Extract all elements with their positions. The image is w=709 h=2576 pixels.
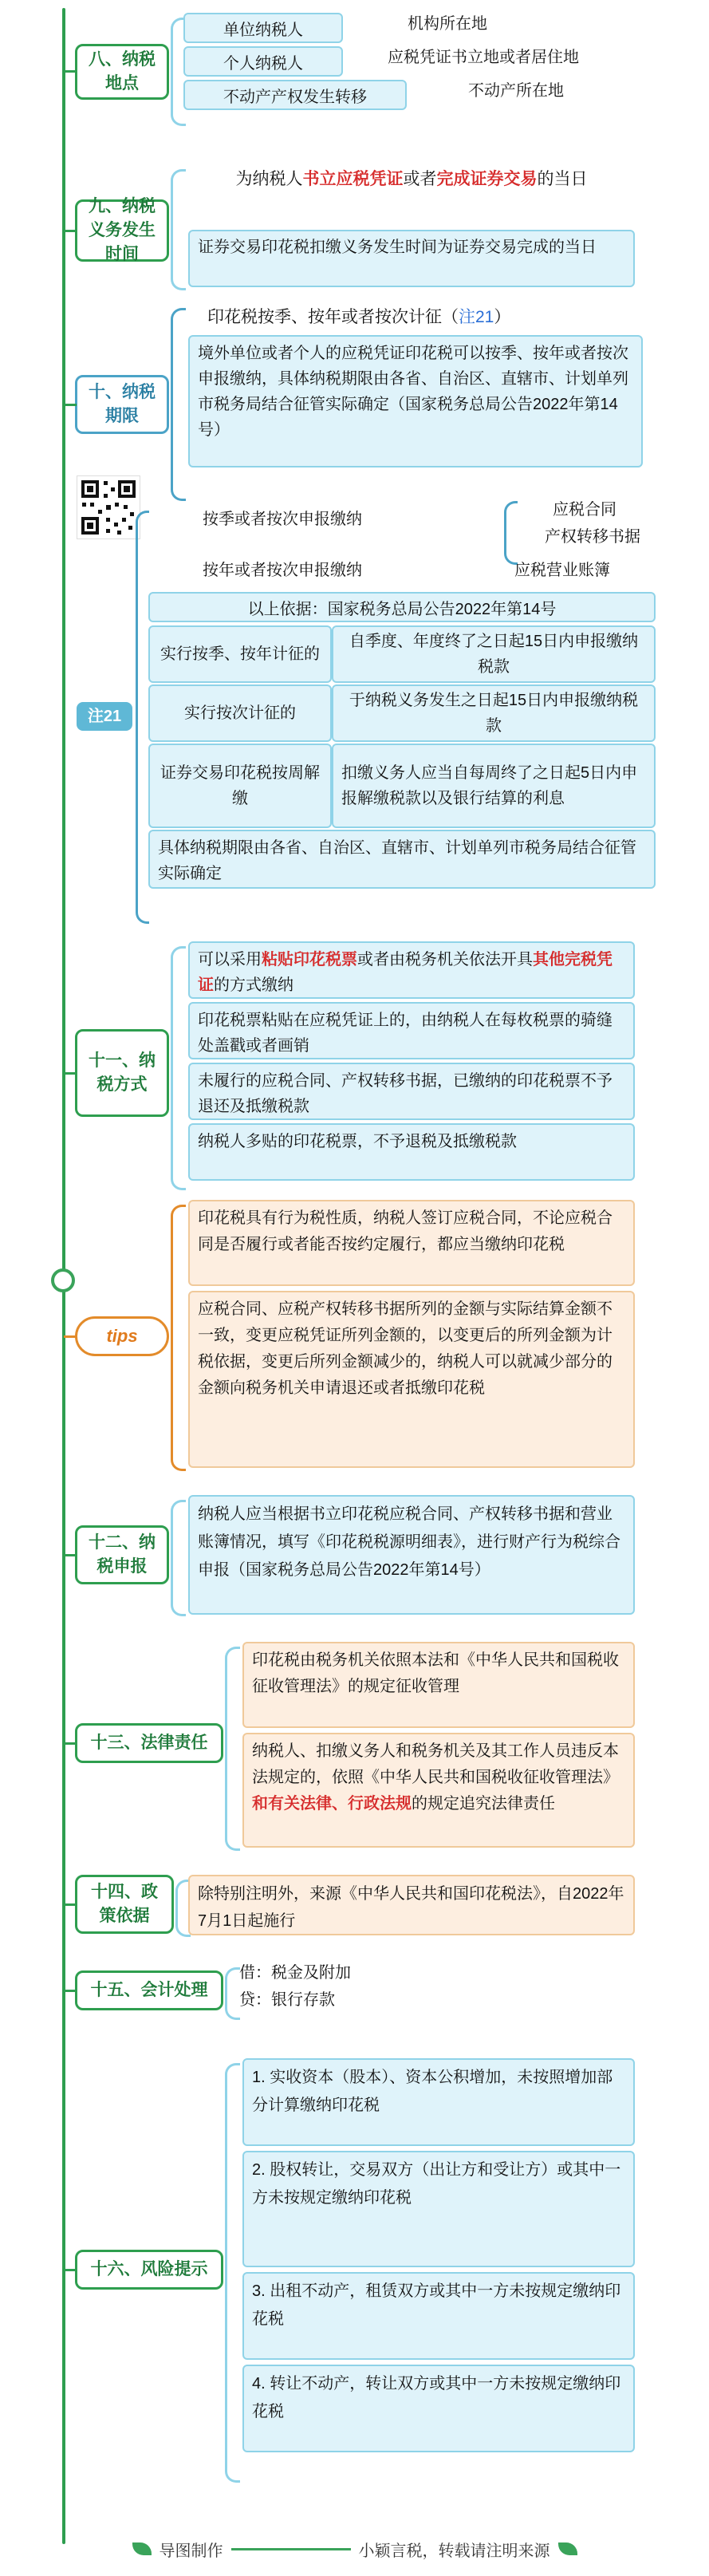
s11-row3: 纳税人多贴的印花税票，不予退税及抵缴税款	[188, 1123, 635, 1181]
s12-text: 纳税人应当根据书立印花税应税合同、产权转移书据和营业账簿情况，填写《印花税税源明细表》，进行财产行为税综合申报（国家税务总局公告2022年第14号）	[188, 1495, 635, 1615]
bracket-note21	[136, 511, 149, 924]
section-label-10: 十、纳税期限	[75, 375, 169, 434]
s11-row0: 可以采用粘贴印花税票或者由税务机关依法开具其他完税凭证的方式缴纳	[188, 941, 635, 999]
section-label-8: 八、纳税地点	[75, 44, 169, 100]
tips-row1: 应税合同、应税产权转移书据所列的金额与实际结算金额不一致，变更应税凭证所列金额的，以变更后的所列金额为计税依据，变更后所列金额减少的，纳税人可以就减少部分的金额向税务机关申请退还或者抵缴印花税	[188, 1291, 635, 1468]
note21-row0-right-2: 产权转移书据	[545, 528, 640, 546]
s10-top-line: 印花税按季、按年或者按次计征（注21）	[207, 308, 511, 326]
section-label-11: 十一、纳税方式	[75, 1029, 169, 1117]
s15-line1: 借：税金及附加	[239, 1964, 351, 1982]
bracket-11	[171, 946, 186, 1190]
section-label-tips: tips	[75, 1316, 169, 1356]
s8-row0-left: 单位纳税人	[183, 13, 343, 43]
s9-row2: 证券交易印花税扣缴义务发生时间为证券交易完成的当日	[188, 230, 635, 287]
s13-row0: 印花税由税务机关依照本法和《中华人民共和国税收征收管理法》的规定征收管理	[242, 1642, 635, 1728]
note21-row1-right: 应税营业账簿	[514, 562, 610, 579]
bracket-16	[225, 2063, 240, 2483]
note21-row5-left: 证券交易印花税按周解缴	[148, 744, 332, 828]
s16-row3: 4. 转让不动产，转让双方或其中一方未按规定缴纳印花税	[242, 2365, 635, 2452]
s11-row1: 印花税票粘贴在应税凭证上的，由纳税人在每枚税票的骑缝处盖戳或者画销	[188, 1002, 635, 1059]
footer	[0, 2533, 709, 2565]
leaf-icon-left	[132, 2542, 152, 2555]
s16-row2: 3. 出租不动产，租赁双方或其中一方未按规定缴纳印花税	[242, 2272, 635, 2360]
leaf-icon-right	[558, 2542, 577, 2555]
note21-row3-left: 实行按季、按年计征的	[148, 625, 332, 683]
connector-spine-15	[64, 1990, 77, 1992]
note-label-21: 注21	[77, 702, 132, 731]
s10-paragraph: 境外单位或者个人的应税凭证印花税可以按季、按年或者按次申报缴纳，具体纳税期限由各省、自治区、直辖市、计划单列市税务局结合征管实际确定（国家税务总局公告2022年第14号）	[188, 335, 643, 467]
section-label-12: 十二、纳税申报	[75, 1525, 169, 1584]
connector-spine-8	[64, 70, 77, 73]
section-label-15: 十五、会计处理	[75, 1970, 223, 2010]
s8-row1-right: 应税凭证书立地或者居住地	[388, 49, 579, 66]
s15-line2: 贷：银行存款	[239, 1991, 335, 2009]
s11-row2: 未履行的应税合同、产权转移书据，已缴纳的印花税票不予退还及抵缴税款	[188, 1063, 635, 1120]
connector-spine-11	[64, 1072, 77, 1075]
spine-node-dot	[51, 1268, 75, 1292]
note21-row0-left: 按季或者按次申报缴纳	[203, 511, 362, 528]
s8-row2-left: 不动产产权发生转移	[183, 80, 407, 110]
s8-row1-left: 个人纳税人	[183, 46, 343, 77]
connector-spine-13	[64, 1742, 77, 1745]
bracket-tips	[171, 1205, 186, 1471]
connector-spine-9	[64, 230, 77, 232]
note21-row1-left: 按年或者按次申报缴纳	[203, 562, 362, 579]
s8-row0-right: 机构所在地	[408, 15, 487, 33]
bracket-15	[225, 1967, 240, 2020]
s16-row1: 2. 股权转让，交易双方（出让方和受让方）或其中一方未按规定缴纳印花税	[242, 2151, 635, 2267]
connector-spine-14	[64, 1903, 77, 1906]
tips-row0: 印花税具有行为税性质，纳税人签订应税合同，不论应税合同是否履行或者能否按约定履行，都应当缴纳印花税	[188, 1200, 635, 1286]
note21-row3-right: 自季度、年度终了之日起15日内申报缴纳税款	[332, 625, 656, 683]
connector-spine-10	[64, 404, 77, 406]
note21-row4-right: 于纳税义务发生之日起15日内申报缴纳税款	[332, 684, 656, 742]
note21-row2: 以上依据：国家税务总局公告2022年第14号	[148, 592, 656, 622]
footer-right-text: 小颖言税，转载请注明来源	[358, 2542, 550, 2560]
bracket-note21-row0	[504, 501, 518, 565]
note21-row0-right-1: 应税合同	[553, 501, 616, 519]
qr-code-icon	[77, 475, 140, 539]
s16-row0: 1. 实收资本（股本）、资本公积增加，未按照增加部分计算缴纳印花税	[242, 2058, 635, 2146]
footer-divider	[231, 2548, 351, 2550]
s9-row1: 为纳税人书立应税凭证或者完成证券交易的当日	[235, 170, 588, 188]
s8-row2-right: 不动产所在地	[468, 82, 564, 100]
bracket-10	[171, 308, 186, 501]
note21-row6: 具体纳税期限由各省、自治区、直辖市、计划单列市税务局结合征管实际确定	[148, 830, 656, 889]
s13-row1: 纳税人、扣缴义务人和税务机关及其工作人员违反本法规定的，依照《中华人民共和国税收征收管理法》和有关法律、行政法规的规定追究法律责任	[242, 1733, 635, 1848]
section-label-16: 十六、风险提示	[75, 2250, 223, 2290]
connector-spine-16	[64, 2269, 77, 2271]
note21-row4-left: 实行按次计征的	[148, 684, 332, 742]
connector-spine-12	[64, 1554, 77, 1556]
section-label-14: 十四、政策依据	[75, 1875, 174, 1934]
note21-row5-right: 扣缴义务人应当自每周终了之日起5日内申报解缴税款以及银行结算的利息	[332, 744, 656, 828]
footer-left-text: 导图制作	[159, 2542, 223, 2560]
bracket-13	[225, 1647, 240, 1851]
section-label-9: 九、纳税义务发生时间	[75, 199, 169, 262]
section-label-13: 十三、法律责任	[75, 1723, 223, 1763]
bracket-9	[171, 169, 186, 290]
s14-text: 除特别注明外，来源《中华人民共和国印花税法》，自2022年7月1日起施行	[188, 1875, 635, 1935]
bracket-12	[171, 1500, 186, 1616]
connector-spine-tips	[64, 1335, 77, 1338]
